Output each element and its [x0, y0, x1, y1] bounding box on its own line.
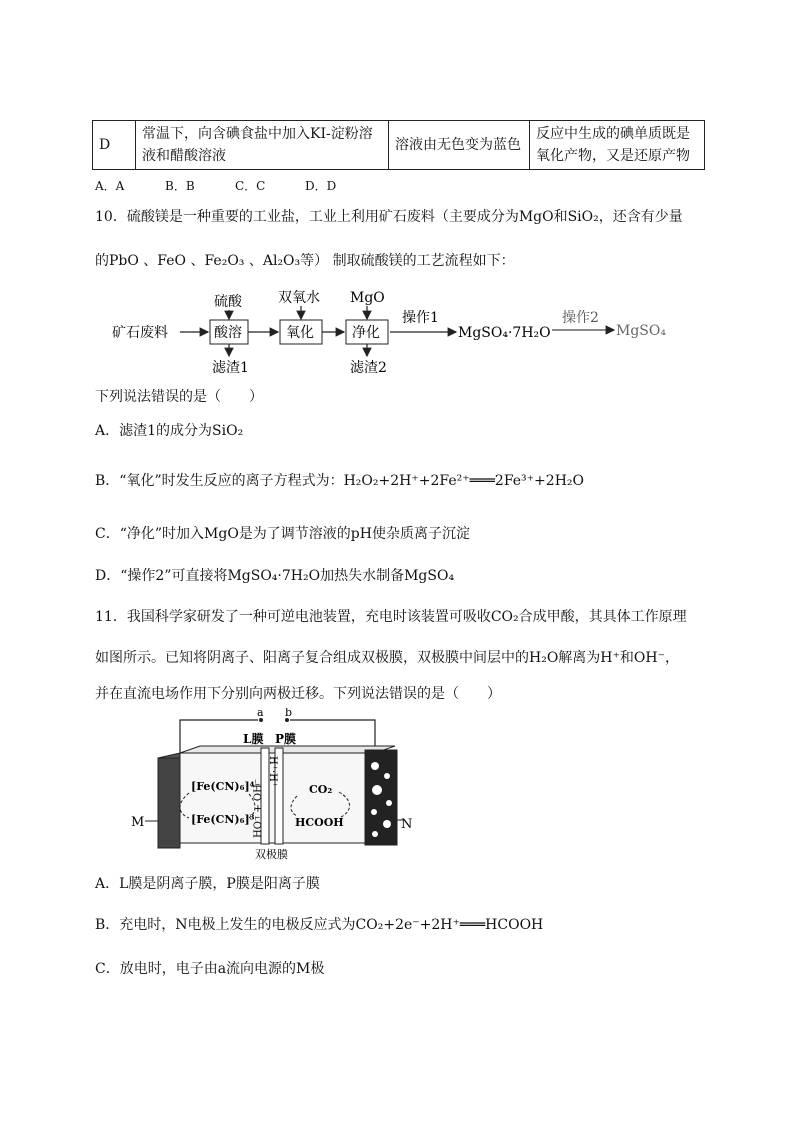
ion-bottom: [Fe(CN)₆]³⁻: [191, 813, 261, 826]
q10-question: 下列说法错误的是（ ）: [95, 389, 263, 405]
flow-op2: 操作2: [562, 310, 599, 326]
operation-cell: 常温下，向含碘食盐中加入KI-淀粉溶液和醋酸溶液: [136, 121, 389, 170]
q10-option-a: A．滤渣1的成分为SiO₂: [95, 423, 244, 439]
q11-option-a: A．L膜是阴离子膜，P膜是阳离子膜: [95, 876, 320, 892]
flow-step1: 酸溶: [214, 325, 242, 341]
q11-stem-line3: 并在直流电场作用下分别向两极迁移。下列说法错误的是（ ）: [95, 686, 501, 702]
electrode-n-label: N: [401, 817, 413, 832]
flow-mid-product: MgSO₄·7H₂O: [458, 325, 551, 341]
flow-reagent2: 双氧水: [278, 290, 320, 306]
q10-option-c: C．“净化”时加入MgO是为了调节溶液的pH使杂质离子沉淀: [95, 526, 470, 542]
phenomenon-cell: 溶液由无色变为蓝色: [389, 121, 530, 170]
option-table: [92, 120, 705, 170]
q10-option-d: D．“操作2”可直接将MgSO₄·7H₂O加热失水制备MgSO₄: [95, 568, 455, 584]
table-row: [93, 121, 705, 170]
q9-choice-d: D．D: [305, 179, 337, 193]
flow-residue1: 滤渣1: [212, 360, 249, 376]
flow-start: 矿石废料: [112, 325, 168, 341]
electrode-m-label: M: [131, 815, 145, 830]
flow-reagent3: MgO: [350, 290, 385, 306]
terminal-a: a: [257, 708, 264, 719]
l-membrane-label: L膜: [243, 732, 264, 746]
membrane-right-ions: H⁺·H⁺: [267, 756, 278, 788]
process-flow-diagram: [110, 284, 690, 380]
q11-option-c: C．放电时，电子由a流向电源的M极: [95, 961, 325, 977]
bipolar-label: 双极膜: [255, 848, 288, 861]
q11-option-b: B．充电时，N电极上发生的电极反应式为CO₂+2e⁻+2H⁺═══HCOOH: [95, 917, 544, 933]
flow-final-product: MgSO₄: [616, 323, 666, 339]
p-membrane-label: P膜: [275, 732, 297, 746]
q11-stem-line2: 如图所示。已知将阴离子、阳离子复合组成双极膜，双极膜中间层中的H₂O解离为H⁺和OH⁻，: [95, 650, 679, 666]
q10-stem-line1: 10．硫酸镁是一种重要的工业盐，工业上利用矿石废料（主要成分为MgO和SiO₂，还含有少量: [95, 209, 683, 225]
q9-choice-c: C．C: [235, 179, 266, 193]
flow-reagent1: 硫酸: [214, 294, 242, 310]
membrane-left-ions: HO⁻ + OH⁻: [253, 778, 264, 838]
q11-stem-line1: 11．我国科学家研发了一种可逆电池装置，充电时该装置可吸收CO₂合成甲酸，其具体工作原理: [95, 609, 687, 625]
flow-residue3: 滤渣2: [350, 360, 387, 376]
co2-label: CO₂: [309, 783, 333, 796]
cell-diagram: [125, 708, 425, 868]
hcooh-label: HCOOH: [295, 816, 344, 829]
ion-top: [Fe(CN)₆]⁴⁻: [191, 780, 261, 793]
q10-option-b: B．“氧化”时发生反应的离子方程式为：H₂O₂+2H⁺+2Fe²⁺═══2Fe³⁺+2H₂O: [95, 473, 584, 489]
flow-step3: 净化: [352, 325, 380, 341]
electrode-n-plate: [365, 750, 397, 845]
flow-op1: 操作1: [402, 310, 439, 326]
q10-stem-line2: 的PbO 、FeO 、Fe₂O₃ 、Al₂O₃等） 制取硫酸镁的工艺流程如下：: [95, 253, 515, 269]
conclusion-cell: 反应中生成的碘单质既是氧化产物，又是还原产物: [530, 121, 705, 170]
row-label: D: [93, 121, 136, 170]
flow-step2: 氧化: [286, 325, 314, 341]
terminal-b: b: [285, 708, 293, 719]
q9-choice-a: A．A: [95, 179, 125, 193]
q9-choice-b: B．B: [165, 179, 195, 193]
